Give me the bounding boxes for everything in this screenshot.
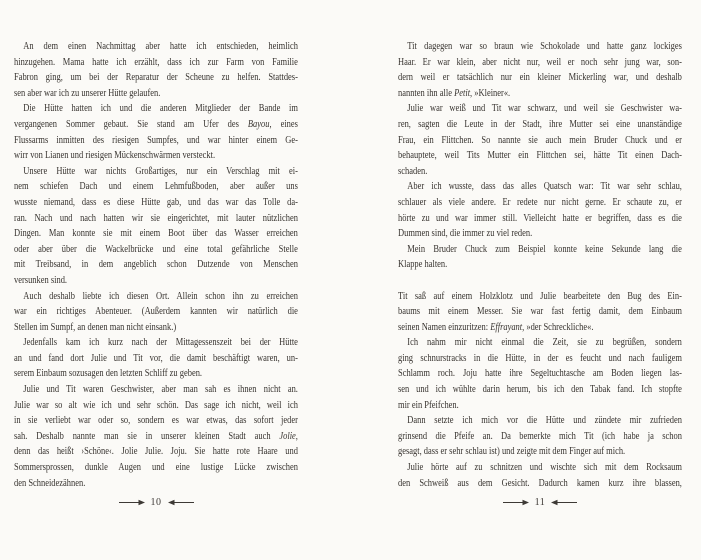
paragraph: [14, 335, 298, 382]
text-line: Unsere Hütte war nichts Großartiges, nur ein Verschlag mit ei-: [23, 165, 298, 177]
text-line: ren, sagten die Leute in der Stadt, ihre Mutter sei eine unanständige: [398, 118, 682, 130]
text-line: Julie hörte auf zu schnitzen und wischte sich mit dem Rocksaum: [407, 462, 682, 474]
text-line: dern weil er tatsächlich nur ein kleiner Mickerling war, und deshalb: [398, 72, 682, 84]
text-line: grinsend die Pfeife an. Da bemerkte mich Tit (ich habe ja schon: [398, 430, 682, 442]
page-left-number: 10: [150, 497, 162, 508]
text-line: Die Hütte hatten ich und die anderen Mitglieder der Bande im: [23, 103, 298, 115]
text-line: Dummen sind, die immer zu viel reden.: [398, 228, 533, 240]
text-line: wusste niemand, dass es diese Hütte gab, und das war das Tolle da-: [14, 196, 298, 208]
text-line: an und fand dort Julie und Tit vor, die damit beschäftigt waren, un-: [14, 352, 298, 364]
text-line: Tit saß auf einem Holzklotz und Julie bearbeitete den Bug des Ein-: [398, 290, 682, 302]
text-line: baums mit einem Messer. Sie war fast fertig damit, dem Einbaum: [398, 306, 682, 318]
text-line: wirr von Lianen und riesigen Mückenschwärmen versteckt.: [14, 150, 216, 162]
text-line: in sie verliebt war oder so, sondern es war etwas, das sofort jeder: [14, 415, 298, 427]
text-line: war ein richtiges Abenteuer. (Außerdem kannten wir natürlich die: [14, 306, 298, 318]
text-line: seinen Namen einzuritzen: Effrayant, »der Schreckliche«.: [398, 321, 594, 333]
text-line: schaden.: [398, 165, 428, 177]
text-line: Dingen. Man konnte sie mit einem Boot über das Wasser erreichen: [14, 228, 298, 240]
page-right-number: 11: [534, 497, 546, 508]
paragraph: [398, 335, 682, 413]
text-line: sah. Deshalb nannte man sie in unserer kleinen Stadt auch Jolie,: [14, 430, 298, 442]
text-line: serem Einbaum sozusagen den letzten Schliff zu geben.: [14, 368, 203, 380]
paragraph: [398, 101, 682, 179]
text-line: vergangenen Sommer gebaut. Sie stand am Ufer des Bayou, eines: [14, 118, 298, 130]
paragraph: [14, 382, 298, 491]
text-line: nem schiefen Dach und einem Lehmfußboden, aber außer uns: [14, 181, 298, 193]
text-line: Julie war weiß und Tit war schwarz, und weil sie Geschwister wa-: [407, 103, 682, 115]
text-line: An dem einen Nachmittag aber hatte ich entschieden, heimlich: [23, 41, 298, 52]
text-line: Frau, ein Flittchen. So nannte sie auch mein Bruder Chuck und er: [398, 134, 682, 146]
text-line: Sommersprossen, dunkle Augen und eine lustige Lücke zwischen: [14, 462, 298, 474]
paragraph: [398, 460, 682, 491]
text-line: Dann setzte ich mich vor die Hütte und zündete mir zufrieden: [407, 415, 682, 427]
paragraph: [14, 101, 298, 163]
text-line: behauptete, weil Tits Mutter ein Flittchen sei, hätte Tit einen Dach-: [398, 150, 682, 162]
text-line: Tit dagegen war so braun wie Schokolade und hatte ganz lockiges: [407, 41, 682, 52]
text-line: Jedenfalls kam ich kurz nach der Mittagessenszeit bei der Hütte: [23, 337, 298, 349]
text-line: hinzugehen. Mama hatte ich erzählt, dass ich zur Farm von Familie: [14, 56, 298, 68]
text-line: oder aber über die Wackelbrücke und eine total gefährliche Stelle: [14, 243, 298, 255]
text-line: Julie und Tit waren Geschwister, aber man sah es ihnen nicht an.: [23, 384, 298, 396]
page-right-text: [398, 39, 682, 491]
text-line: sen und ich wühlte darin herum, bis ich den Tabak fand. Ich stopfte: [398, 384, 682, 396]
text-line: gesagt, dass er sehr schlau ist) und zeigte mit dem Finger auf mich.: [398, 446, 626, 458]
text-line: ging schnurstracks in die Hütte, in der es feucht und nach fauligem: [398, 352, 682, 364]
text-line: Mein Bruder Chuck zum Beispiel konnte keine Sekunde lang die: [407, 243, 682, 255]
paragraph: [398, 413, 682, 460]
text-line: mir ein Pfeifchen.: [398, 399, 459, 411]
text-line: sen aber war ich zu unserer Hütte gelaufen.: [14, 87, 161, 99]
folio-arrow-left-icon: [551, 499, 577, 506]
page-left-folio: [14, 497, 298, 508]
folio-arrow-left-icon: [168, 499, 194, 506]
paragraph: [398, 39, 682, 101]
text-line: Klappe halten.: [398, 259, 448, 271]
text-line: Auch deshalb liebte ich diesen Ort. Allein schon ihn zu erreichen: [23, 290, 298, 302]
text-line: Haar. Er war klein, aber nicht nur, weil er noch sehr jung war, son-: [398, 56, 682, 68]
paragraph: [398, 179, 682, 241]
folio-arrow-right-icon: [503, 499, 529, 506]
text-line: versunken sind.: [14, 274, 68, 286]
text-line: Aber ich wusste, dass das alles Quatsch war: Tit war sehr schlau,: [407, 181, 682, 193]
folio-arrow-right-icon: [119, 499, 145, 506]
paragraph: [398, 289, 682, 336]
text-line: den Schweiß aus dem Gesicht. Dadurch kamen kurz ihre blassen,: [398, 477, 682, 489]
paragraph: [398, 242, 682, 273]
text-line: Ich nahm mir nicht einmal die Zeit, sie zu begrüßen, sondern: [407, 337, 682, 349]
text-line: nannten ihn alle Petit, »Kleiner«.: [398, 87, 511, 99]
text-line: Stellen im Sumpf, an denen man nicht einsank.): [14, 321, 177, 333]
text-line: Fabron ging, um bei der Reparatur der Scheune zu helfen. Stattdes-: [14, 72, 298, 84]
text-line: mit Treibsand, in dem angeblich schon Dutzende von Menschen: [14, 259, 298, 271]
paragraph: [14, 39, 298, 101]
text-line: denn das heißt ›Schöne‹. Jolie Julie. Joju. Sie hatte rote Haare und: [14, 446, 298, 458]
text-line: hörte zu und war immer still. Vielleicht hatte er begriffen, dass es die: [398, 212, 682, 224]
text-line: ran. Nach und nach hatten wir sie eingerichtet, mit lauter nützlichen: [14, 212, 298, 224]
paragraph: [14, 164, 298, 289]
text-line: Flussarms inmitten des riesigen Sumpfes, und war hinter einem Ge-: [14, 134, 298, 146]
text-line: schlauer als viele andere. Er redete nur nicht gerne. Er schaute zu, er: [398, 196, 682, 208]
page-left-text: [14, 39, 298, 491]
text-line: Julie war so alt wie ich und sehr schön. Das sage ich nicht, weil ich: [14, 399, 298, 411]
paragraph: [14, 289, 298, 336]
text-line: Schlamm roch. Joju hatte ihre Segeltuchtasche am Boden liegen las-: [398, 368, 682, 380]
text-line: den Schneidezähnen.: [14, 477, 86, 489]
page-right-folio: [398, 497, 682, 508]
